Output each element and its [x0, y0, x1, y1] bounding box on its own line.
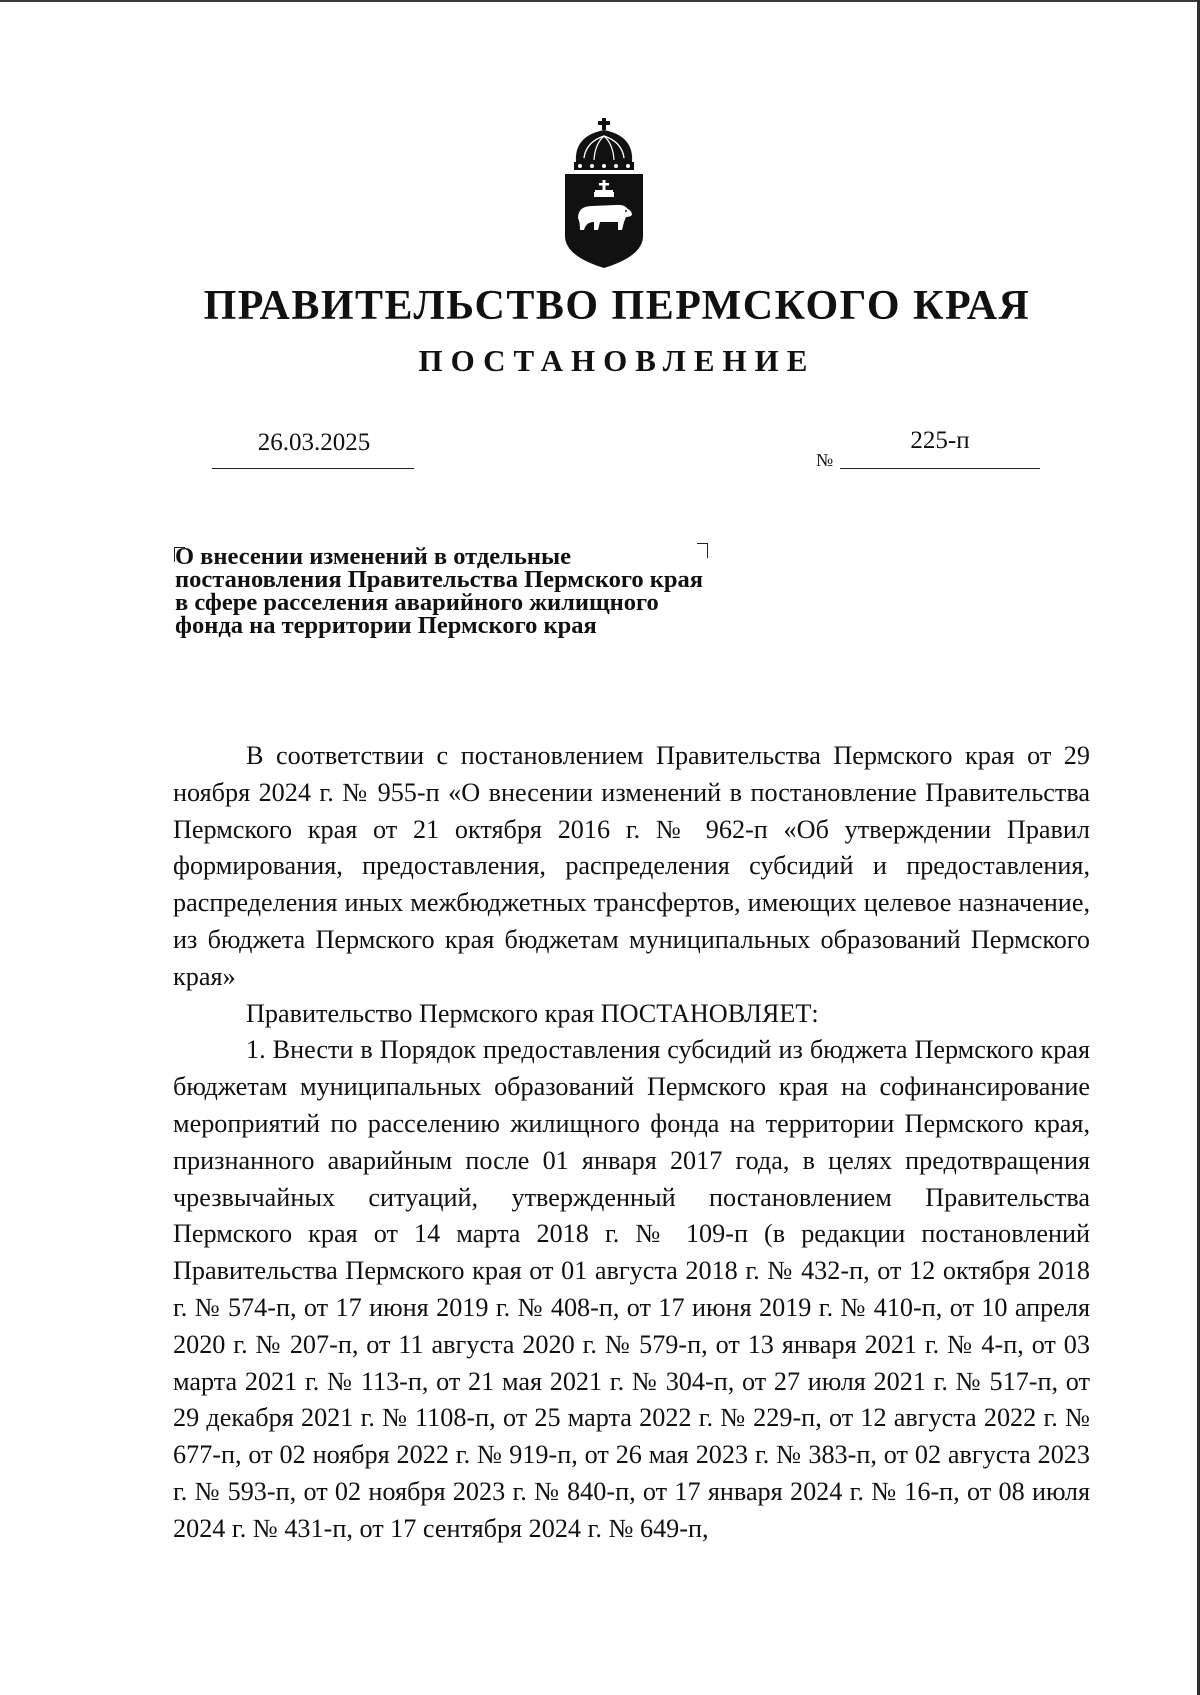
document-heading: [175, 545, 815, 637]
heading-line: в сфере расселения аварийного жилищного: [175, 589, 659, 616]
document-date: 26.03.2025: [257, 429, 371, 456]
heading-line: постановления Правительства Пермского края: [175, 566, 704, 593]
body-paragraph-preamble: В соответствии с постановлением Правительства Пермского края от 29 ноября 2024 г. № 955-п «О внесении изменений в постановление Правительства Пермского края от 21 октября 2016 г. № 962-п «Об утверждении Правил формирования, предоставления, распределения субсидий и предоставления, распределения иных межбюджетных трансфертов, имеющих целевое назначение, из бюджета Пермского края бюджетам муниципальных образований Пермского края»: [173, 741, 1090, 991]
body-paragraph-resolves: Правительство Пермского края ПОСТАНОВЛЯЕТ:: [246, 998, 819, 1028]
document-body: [173, 738, 1090, 1548]
date-underline: [212, 468, 414, 469]
document-type-heading: ПОСТАНОВЛЕНИЕ: [418, 343, 816, 378]
heading-line: фонда на территории Пермского края: [175, 612, 597, 639]
heading-line: О внесении изменений в отдельные: [175, 543, 571, 570]
document-number: 225-п: [910, 427, 970, 454]
scan-edge-top: [0, 0, 1200, 2]
coat-of-arms-emblem: [564, 118, 644, 270]
number-underline: [840, 468, 1040, 469]
body-paragraph-item-1: 1. Внести в Порядок предоставления субсидий из бюджета Пермского края бюджетам муниципальных образований Пермского края на софинансирование мероприятий по расселению жилищного фонда на территории Пермского края, признанного аварийным после 01 января 2017 года, в целях предотвращения чрезвычайных ситуаций, утвержденный постановлением Правительства Пермского края от 14 марта 2018 г. № 109-п (в редакции постановлений Правительства Пермского края от 01 августа 2018 г. № 432-п, от 12 октября 2018 г. № 574-п, от 17 июня 2019 г. № 408-п, от 17 июня 2019 г. № 410-п, от 10 апреля 2020 г. № 207-п, от 11 августа 2020 г. № 579-п, от 13 января 2021 г. № 4-п, от 03 марта 2021 г. № 113-п, от 21 мая 2021 г. № 304-п, от 27 июля 2021 г. № 517-п, от 29 декабря 2021 г. № 1108-п, от 25 марта 2022 г. № 229-п, от 12 августа 2022 г. № 677-п, от 02 ноября 2022 г. № 919-п, от 26 мая 2023 г. № 383-п, от 02 августа 2023 г. № 593-п, от 02 ноября 2023 г. № 840-п, от 17 января 2024 г. № 16-п, от 08 июля 2024 г. № 431-п, от 17 сентября 2024 г. № 649-п,: [173, 1035, 1090, 1543]
government-title: ПРАВИТЕЛЬСТВО ПЕРМСКОГО КРАЯ: [203, 283, 1031, 329]
number-sign: №: [816, 450, 834, 470]
